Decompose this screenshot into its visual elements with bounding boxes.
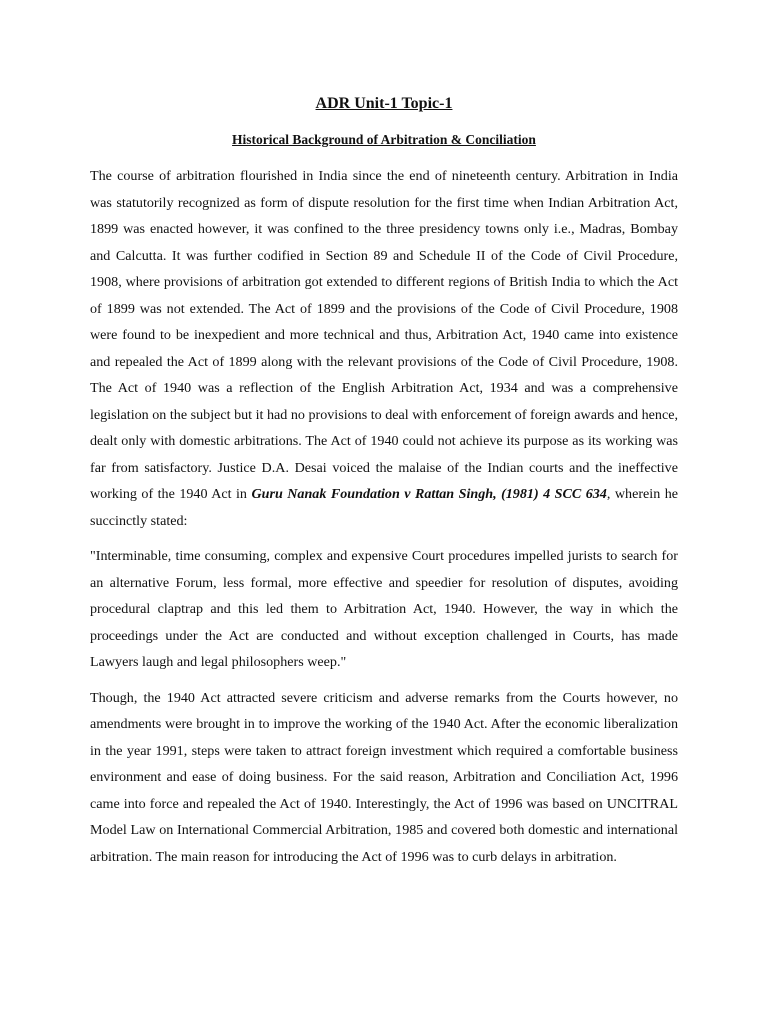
document-subtitle: Historical Background of Arbitration & Conciliation	[232, 132, 536, 147]
paragraph-history-text-before: The course of arbitration flourished in India since the end of nineteenth century. Arbitration in India was statutorily recognized as form of dispute resolution for the first time when Indian Arbitration Act, 1899 was enacted however, it was confined to the three presidency towns only i.e., Madras, Bombay and Calcutta. It was further codified in Section 89 and Schedule II of the Code of Civil Procedure, 1908, where provisions of arbitration got extended to different regions of British India to which the Act of 1899 was not extended. The Act of 1899 and the provisions of the Code of Civil Procedure, 1908 were found to be inexpedient and more technical and thus, Arbitration Act, 1940 came into existence and repealed the Act of 1899 along with the relevant provisions of the Code of Civil Procedure, 1908. The Act of 1940 was a reflection of the English Arbitration Act, 1934 and was a comprehensive legislation on the subject but it had no provisions to deal with enforcement of foreign awards and hence, dealt only with domestic arbitrations. The Act of 1940 could not achieve its purpose as its working was far from satisfactory. Justice D.A. Desai voiced the malaise of the Indian courts and the ineffective working of the 1940 Act in	[90, 168, 678, 502]
document-page	[90, 92, 678, 870]
case-reference: Guru Nanak Foundation v Rattan Singh, (1981) 4 SCC 634	[251, 486, 607, 502]
paragraph-history	[90, 163, 678, 534]
paragraph-reform: Though, the 1940 Act attracted severe criticism and adverse remarks from the Courts however, no amendments were brought in to improve the working of the 1940 Act. After the economic liberalization in the year 1991, steps were taken to attract foreign investment which required a comfortable business environment and ease of doing business. For the said reason, Arbitration and Conciliation Act, 1996 came into force and repealed the Act of 1940. Interestingly, the Act of 1996 was based on UNCITRAL Model Law on International Commercial Arbitration, 1985 and covered both domestic and international arbitration. The main reason for introducing the Act of 1996 was to curb delays in arbitration.	[90, 689, 678, 865]
paragraph-history-text-after: , wherein he succinctly stated:	[90, 486, 679, 529]
paragraph-quote: "Interminable, time consuming, complex and expensive Court procedures impelled jurists to search for an alternative Forum, less formal, more effective and speedier for resolution of disputes, avoiding procedural claptrap and this led them to Arbitration Act, 1940. However, the way in which the proceedings under the Act are conducted and without exception challenged in Courts, has made Lawyers laugh and legal philosophers weep."	[90, 548, 678, 670]
document-title: ADR Unit-1 Topic-1	[315, 95, 453, 112]
